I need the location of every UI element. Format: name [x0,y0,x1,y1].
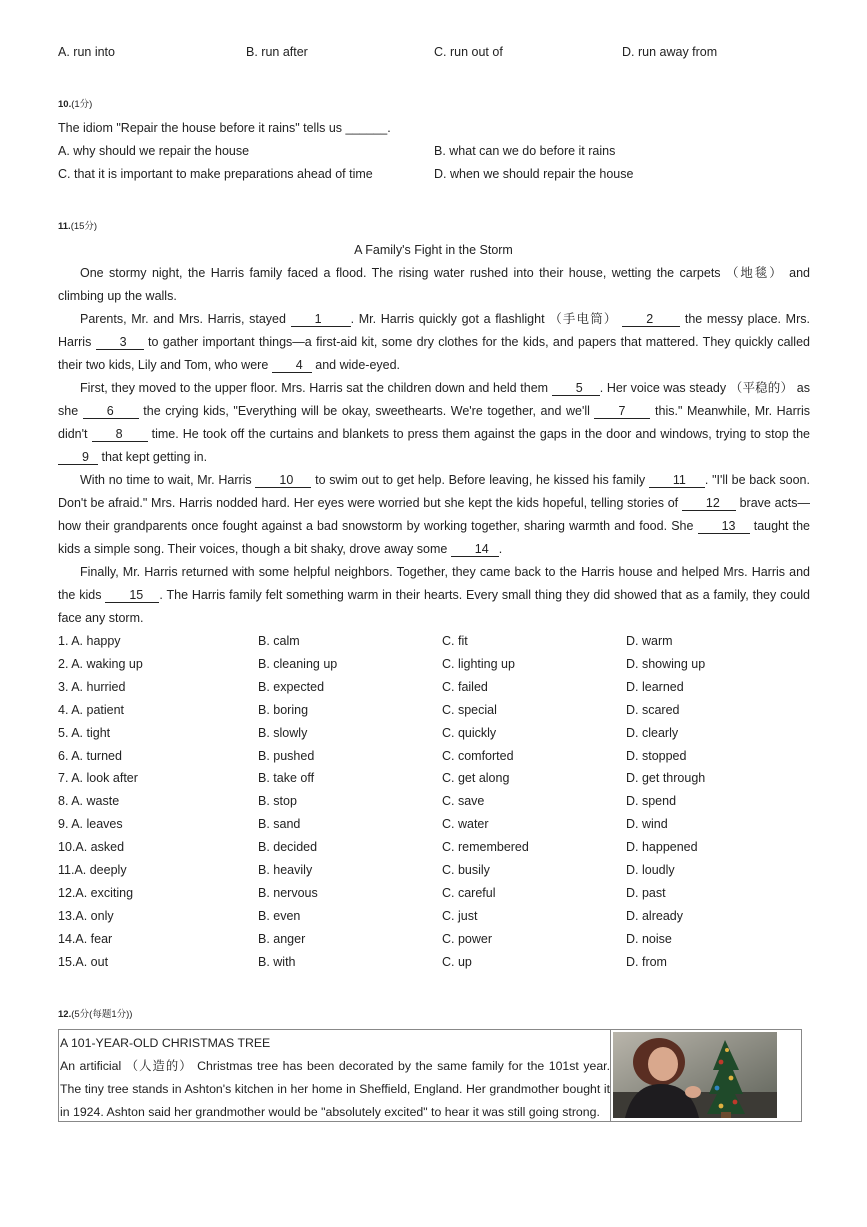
choice-4-a: 4. A. patient [58,702,125,717]
choice-6-c: C. comforted [442,748,514,763]
choice-5-a: 5. A. tight [58,725,111,740]
choice-15-c: C. up [442,954,472,969]
choice-8-a: 8. A. waste [58,794,120,809]
choice-2-a: 2. A. waking up [58,656,143,671]
blank-9: 9 [58,450,98,465]
text-run: . Mr. Harris quickly got a flashlight （手电筒） [350,312,623,326]
choice-8-b: B. stop [258,794,297,809]
choice-7-a: 7. A. look after [58,771,138,786]
q11-points: (15分) [70,221,98,232]
q11-number: 11. [58,221,71,232]
blank-7: 7 [594,404,650,419]
choice-10-a: 10.A. asked [58,840,125,855]
q12-article-text-cell [59,1030,611,1121]
choice-3-d: D. learned [626,679,684,694]
q10-points: (1分) [71,99,93,110]
q9-option-b: B. run after [246,45,308,59]
passage-paragraph-1: One stormy night, the Harris family faced a flood. The rising water rushed into their house, wetting the carpets （地毯） and climbing up the walls. [58,266,810,303]
choice-9-a: 9. A. leaves [58,817,123,832]
blank-11: 11 [649,473,705,488]
choice-10-b: B. decided [258,840,318,855]
choice-8-c: C. save [442,794,485,809]
choice-12-a: 12.A. exciting [58,885,134,900]
q12-article-box [58,1029,802,1122]
choice-2-d: D. showing up [626,656,706,671]
blank-5: 5 [552,381,600,396]
passage-paragraph-4 [58,469,810,561]
choice-4-d: D. scared [626,702,680,717]
choice-10-d: D. happened [626,840,698,855]
q10-number: 10. [58,99,72,110]
choice-14-a: 14.A. fear [58,931,113,946]
choice-6-a: 6. A. turned [58,748,122,763]
blank-12: 12 [682,496,736,511]
choice-9-b: B. sand [258,817,301,832]
q9-option-c: C. run out of [434,45,503,59]
q10-option-a: A. why should we repair the house [58,144,250,158]
choice-12-b: B. nervous [258,885,318,900]
passage-title: A Family's Fight in the Storm [354,243,513,257]
choice-7-b: B. take off [258,771,315,786]
text-run: brave acts—how their grandparents once fought against a bad snowstorm by working together, sharing warmth and food. She [58,496,811,533]
choice-13-a: 13.A. only [58,908,114,923]
choice-5-d: D. clearly [626,725,679,740]
text-run: Finally, Mr. Harris returned with some helpful neighbors. Together, they came back to the Harris house and helped Mrs. Harris and the kids [58,565,810,602]
choice-5-b: B. slowly [258,725,308,740]
choice-12-c: C. careful [442,885,496,900]
blank-14: 14 [451,542,499,557]
choice-6-b: B. pushed [258,748,315,763]
q10-option-c: C. that it is important to make preparations ahead of time [58,167,373,181]
q12-article-photo [613,1032,777,1118]
text-run: Parents, Mr. and Mrs. Harris, stayed [80,312,291,326]
choice-4-b: B. boring [258,702,309,717]
choice-3-b: B. expected [258,679,325,694]
choice-11-b: B. heavily [258,863,313,877]
text-run: the crying kids, "Everything will be okay, sweethearts. We're together, and we'll [138,404,595,418]
text-run: . The Harris family felt something warm in their hearts. Every small thing they did showed that as a family, they could face any storm. [58,588,810,625]
blank-10: 10 [255,473,311,488]
blank-13: 13 [698,519,750,534]
q12-points: (5分(每题1分)) [71,1009,133,1020]
passage-paragraph-2 [58,308,810,377]
text-run: taught the kids a simple song. Their voices, though a bit shaky, drove away some [58,519,810,556]
q12-article-body: An artificial （人造的） Christmas tree has been decorated by the same family for the 101st year. The tiny tree stands in Ashton's kitchen in her home in Sheffield, England. Her grandmother bought it in 1924. Ashton said her grandmother would be "absolutely excited" to hear it was still going strong. [60,1059,610,1119]
choice-7-d: D. get through [626,771,706,786]
q9-option-d: D. run away from [622,45,718,59]
q12-number: 12. [58,1009,72,1020]
text-run: to gather important things—a first-aid kit, some dry clothes for the kids, and papers that mattered. They quickly called their two kids, Lily and Tom, who were [58,335,810,372]
choice-14-d: D. noise [626,931,672,946]
blank-15: 15 [105,588,159,603]
text-run: With no time to wait, Mr. Harris [80,473,256,487]
choice-15-a: 15.A. out [58,954,109,969]
blank-8: 8 [92,427,148,442]
text-run: . [498,542,503,556]
choice-3-c: C. failed [442,679,488,694]
text-run: that kept getting in. [98,450,208,464]
choice-1-d: D. warm [626,634,673,648]
text-run: . Her voice was steady （平稳的） as she [58,381,810,418]
choice-2-b: B. cleaning up [258,656,338,671]
choice-9-d: D. wind [626,817,668,832]
choice-3-a: 3. A. hurried [58,679,126,694]
blank-3: 3 [96,335,144,350]
blank-6: 6 [83,404,139,419]
choice-13-c: C. just [442,908,478,923]
q10-option-d: D. when we should repair the house [434,167,634,181]
choice-4-c: C. special [442,702,497,717]
passage-paragraph-3 [58,377,810,469]
choice-14-b: B. anger [258,931,306,946]
choice-11-d: D. loudly [626,863,675,877]
choice-12-d: D. past [626,885,666,900]
blank-4: 4 [272,358,312,373]
choice-11-c: C. busily [442,863,490,877]
choice-13-d: D. already [626,908,683,923]
blank-2: 2 [622,312,680,327]
text-run: and wide-eyed. [311,358,401,372]
choice-1-c: C. fit [442,634,468,648]
choice-14-c: C. power [442,931,493,946]
text-run: the messy place. Mrs. Harris [58,312,810,349]
choice-11-a: 11.A. deeply [58,863,127,877]
photo-illustration [613,1032,777,1118]
choice-6-d: D. stopped [626,748,687,763]
q10-stem: The idiom "Repair the house before it rains" tells us ______. [58,121,391,135]
text-run: to swim out to get help. Before leaving, he kissed his family [311,473,649,487]
choice-15-b: B. with [258,954,296,969]
choice-9-c: C. water [442,817,489,832]
q12-article-heading: A 101-YEAR-OLD CHRISTMAS TREE [60,1036,271,1050]
choice-1-b: B. calm [258,634,300,648]
blank-1: 1 [291,312,351,327]
q12-header [58,1006,132,1020]
passage-paragraph-5 [58,561,810,630]
choice-10-c: C. remembered [442,840,529,855]
choice-2-c: C. lighting up [442,656,515,671]
choice-1-a: 1. A. happy [58,634,121,648]
q9-option-a: A. run into [58,45,115,59]
text-run: . "I'll be back soon. Don't be afraid." Mrs. Harris nodded hard. Her eyes were worried but she kept the kids hopeful, telling stories of [58,473,810,510]
text-run: this." Meanwhile, Mr. Harris didn't [58,404,810,441]
choice-13-b: B. even [258,908,301,923]
q10-header [58,96,92,110]
choice-5-c: C. quickly [442,725,497,740]
choice-7-c: C. get along [442,771,510,786]
choice-8-d: D. spend [626,794,677,809]
text-run: time. He took off the curtains and blankets to press them against the gaps in the door and windows, trying to stop the [147,427,810,441]
q10-option-b: B. what can we do before it rains [434,144,616,158]
choice-15-d: D. from [626,954,667,969]
text-run: First, they moved to the upper floor. Mrs. Harris sat the children down and held them [80,381,552,395]
q11-header [58,218,97,232]
